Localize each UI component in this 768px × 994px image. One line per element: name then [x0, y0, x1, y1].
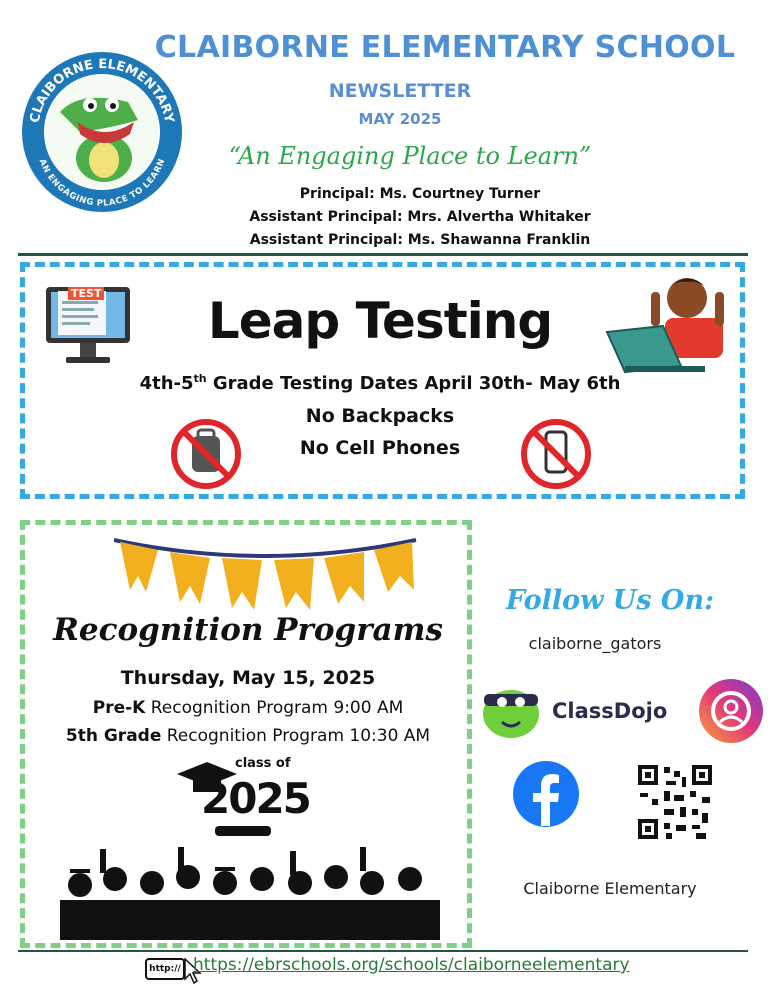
class-of-text: class of: [235, 756, 291, 771]
qr-code-icon[interactable]: [636, 763, 714, 845]
fifth-grade-program: 5th Grade Recognition Program 10:30 AM: [65, 726, 431, 746]
school-name: CLAIBORNE ELEMENTARY SCHOOL: [154, 30, 736, 65]
footer-divider: [18, 950, 748, 952]
logo-bottom-text: AN ENGAGING PLACE TO LEARN: [36, 157, 168, 209]
class-year: 2025: [201, 774, 310, 823]
classdojo-label[interactable]: ClassDojo: [552, 699, 668, 723]
facebook-caption: Claiborne Elementary: [523, 879, 697, 898]
student-laptop-icon: [603, 268, 733, 382]
no-phone-icon: [520, 418, 592, 494]
website-link[interactable]: [145, 955, 705, 975]
principal-line: Principal: Ms. Courtney Turner: [299, 186, 541, 202]
http-badge: http://: [145, 958, 185, 980]
issue-date: MAY 2025: [358, 110, 442, 128]
svg-text:AN ENGAGING PLACE TO LEARN: [37, 158, 168, 209]
recognition-title: Recognition Programs: [53, 612, 443, 648]
instagram-icon[interactable]: [698, 678, 764, 748]
logo-top-text: CLAIBORNE ELEMENTARY: [27, 56, 177, 125]
leap-title: Leap Testing: [207, 292, 553, 350]
computer-test-icon: [44, 285, 132, 371]
recognition-date: Thursday, May 15, 2025: [120, 667, 376, 689]
tagline: “An Engaging Place to Learn”: [228, 142, 592, 170]
school-logo: [20, 50, 185, 215]
graduates-silhouette-icon: [60, 845, 440, 944]
newsletter-label: NEWSLETTER: [328, 80, 472, 102]
class-of-2025-graphic: [175, 756, 310, 846]
assistant-principal-line: Assistant Principal: Ms. Shawanna Franklin: [249, 232, 591, 248]
no-cell-phones-text: No Cell Phones: [299, 437, 461, 459]
facebook-icon[interactable]: [512, 760, 580, 832]
follow-us-heading: Follow Us On:: [505, 585, 715, 616]
testing-dates: 4th-5th Grade Testing Dates April 30th- May 6th: [139, 372, 621, 394]
classdojo-icon[interactable]: [478, 680, 544, 744]
assistant-principal-line: Assistant Principal: Mrs. Alvertha Whitaker: [249, 209, 591, 225]
website-url[interactable]: https://ebrschools.org/schools/claiborneelementary: [193, 955, 630, 975]
prek-program: Pre-K Recognition Program 9:00 AM: [92, 698, 404, 718]
test-label: TEST: [68, 287, 104, 300]
header-divider: [18, 253, 748, 256]
svg-text:CLAIBORNE ELEMENTARY: [28, 57, 177, 125]
no-backpack-icon: [170, 418, 242, 494]
no-backpacks-text: No Backpacks: [305, 405, 455, 427]
social-handle[interactable]: claiborne_gators: [528, 634, 662, 653]
